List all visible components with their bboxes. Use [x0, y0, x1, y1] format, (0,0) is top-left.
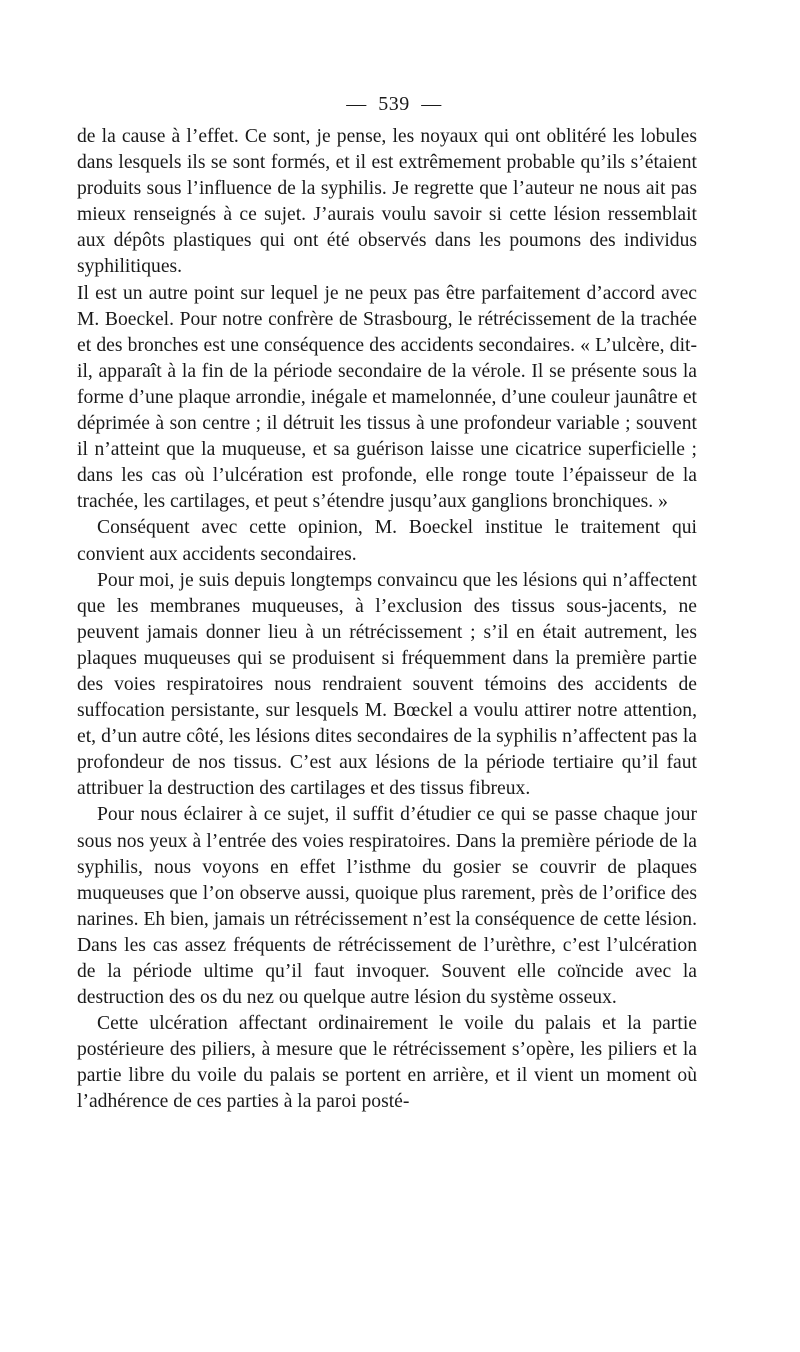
page-number-header: [91, 88, 697, 120]
paragraph-6: Cette ulcération affectant ordinairement le voile du palais et la partie postérieure des piliers, à mesure que le rétrécissement s’opère, les piliers et la partie libre du voile du palais se portent en arrière, et il vient un moment où l’adhérence de ces parties à la paroi posté-: [77, 1013, 697, 1113]
paragraph-2: Il est un autre point sur lequel je ne peux pas être parfaitement d’accord avec M. Boeckel. Pour notre confrère de Strasbourg, le rétrécissement de la trachée et des bronches est une conséquence des accidents secondaires. « L’ulcère, dit-il, apparaît à la fin de la période secondaire de la vérole. Il se présente sous la forme d’une plaque arrondie, inégale et mamelonnée, d’une couleur jaunâtre et déprimée à son centre ; il détruit les tissus à une profondeur variable ; souvent il n’atteint que la muqueuse, et sa guérison laisse une cicatrice superficielle ; dans les cas où l’ulcération est profonde, elle ronge toute l’épaisseur de la trachée, les cartilages, et peut s’étendre jusqu’aux ganglions bronchiques. »: [77, 282, 697, 513]
page-number: 539: [378, 93, 410, 115]
paragraph-4: Pour moi, je suis depuis longtemps convaincu que les lésions qui n’affectent que les membranes muqueuses, à l’exclusion des tissus sous-jacents, ne peuvent jamais donner lieu à un rétrécissement ; s’il en était autrement, les plaques muqueuses qui se produisent si fréquemment dans la première partie des voies respiratoires nous rendraient souvent témoins des accidents de suffocation persistante, sur lesquels M. Bœckel a voulu attirer notre attention, et, d’un autre côté, les lésions dites secondaires de la syphilis n’affectent pas la profondeur de nos tissus. C’est aux lésions de la période tertiaire qu’il faut attribuer la destruction des cartilages et des tissus fibreux.: [77, 569, 697, 800]
page-number-dash-right: —: [421, 93, 442, 115]
paragraph-5: Pour nous éclairer à ce sujet, il suffit d’étudier ce qui se passe chaque jour sous nos yeux à l’entrée des voies respiratoires. Dans la première période de la syphilis, nous voyons en effet l’isthme du gosier se couvrir de plaques muqueuses que l’on observe aussi, quoique plus rarement, près de l’orifice des narines. Eh bien, jamais un rétrécissement n’est la conséquence de cette lésion. Dans les cas assez fréquents de rétrécissement de l’urèthre, c’est l’ulcération de la période ultime qu’il faut invoquer. Souvent elle coïncide avec la destruction des os du nez ou quelque autre lésion du système osseux.: [77, 804, 697, 1009]
paragraph-3: Conséquent avec cette opinion, M. Boeckel institue le traitement qui convient aux accidents secondaires.: [77, 517, 697, 565]
book-page: [77, 88, 697, 1116]
page-number-dash-left: —: [346, 93, 367, 115]
paragraph-1: de la cause à l’effet. Ce sont, je pense, les noyaux qui ont oblitéré les lobules dans lesquels ils se sont formés, et il est extrêmement probable qu’ils s’étaient produits sous l’influence de la syphilis. Je regrette que l’auteur ne nous ait pas mieux renseignés à ce sujet. J’aurais voulu savoir si cette lésion ressemblait aux dépôts plastiques qui ont été observés dans les poumons des individus syphilitiques.: [77, 126, 697, 278]
body-text: [77, 124, 697, 1116]
